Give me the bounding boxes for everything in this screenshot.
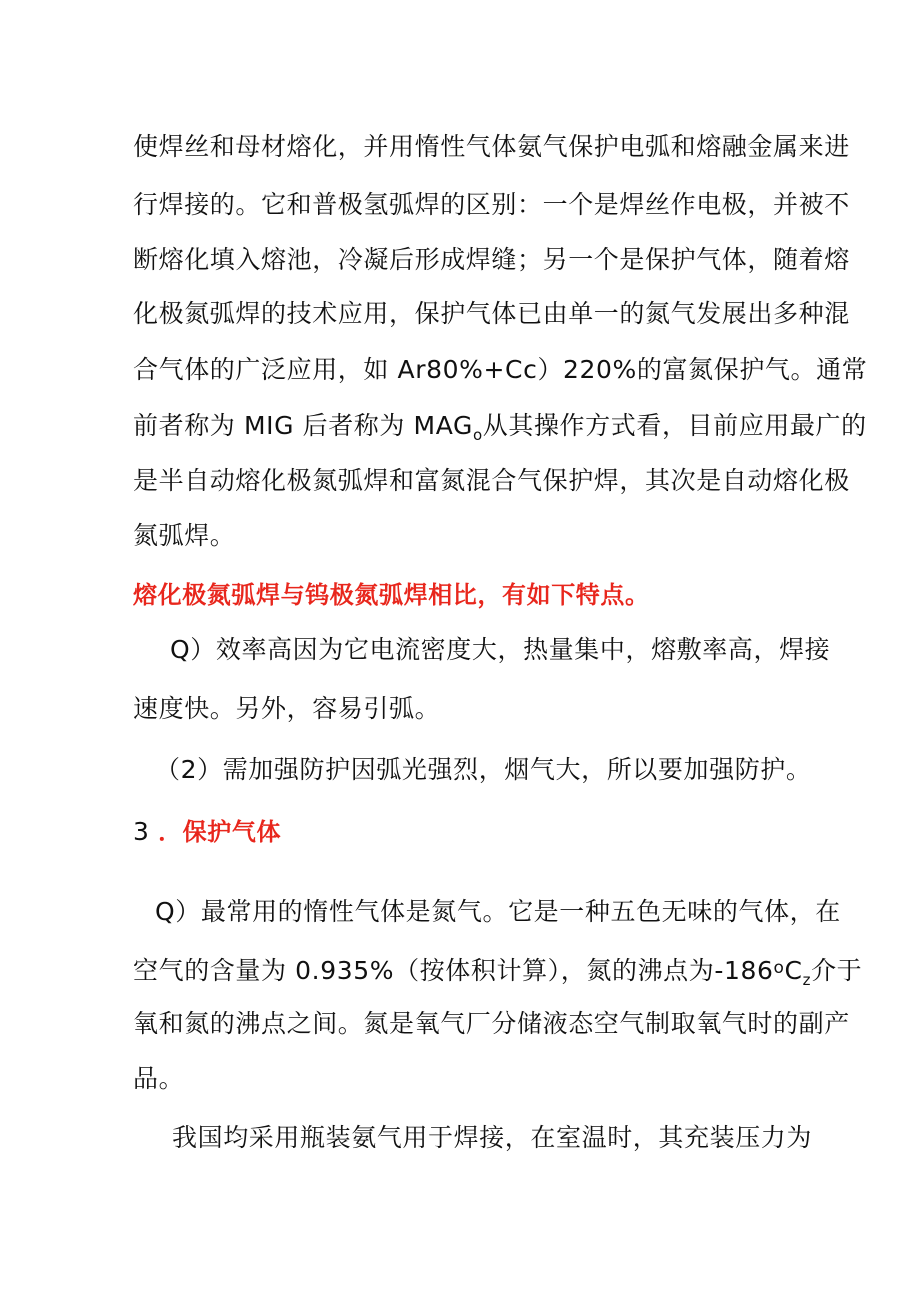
section-heading: 熔化极氮弧焊与钨极氮弧焊相比，有如下特点。 xyxy=(133,581,650,609)
degree-mark: o xyxy=(773,958,785,978)
paragraph-line: 是半自动熔化极氮弧焊和富氮混合气保护焊，其次是自动熔化极 xyxy=(133,466,850,495)
paragraph-line: Q）最常用的惰性气体是氮气。它是一种五色无味的气体，在 xyxy=(155,897,841,926)
subscript: z xyxy=(802,971,812,989)
paragraph-line: 品。 xyxy=(133,1064,185,1093)
list-item-line: 速度快。另外，容易引弧。 xyxy=(133,694,441,723)
paragraph-line: 我国均采用瓶装氨气用于焊接，在室温时，其充装压力为 xyxy=(172,1123,813,1152)
paragraph-line: 断熔化填入熔池，冷凝后形成焊缝；另一个是保护气体，随着熔 xyxy=(133,245,850,274)
text-span: 前者称为 MIG 后者称为 MAG xyxy=(133,411,473,440)
list-item: （2）需加强防护因弧光强烈，烟气大，所以要加强防护。 xyxy=(155,755,812,784)
section-3-heading xyxy=(133,815,281,849)
paragraph-line: 使焊丝和母材熔化，并用惰性气体氨气保护电弧和熔融金属来进 xyxy=(133,132,850,161)
paragraph-line: 氮弧焊。 xyxy=(133,521,236,550)
section-title: ．保护气体 xyxy=(158,818,282,846)
text-span: C xyxy=(784,956,803,985)
paragraph-line: 化极氮弧焊的技术应用，保护气体已由单一的氮气发展出多种混 xyxy=(133,299,850,328)
text-span: 介于 xyxy=(811,956,863,985)
paragraph-line: 氧和氮的沸点之间。氮是氧气厂分储液态空气制取氧气时的副产 xyxy=(133,1009,850,1038)
subscript: o xyxy=(472,426,483,444)
list-item-line: Q）效率高因为它电流密度大，热量集中，熔敷率高，焊接 xyxy=(170,635,831,664)
text-span: 从其操作方式看，目前应用最广的 xyxy=(482,411,867,440)
section-number: 3 xyxy=(133,817,150,846)
paragraph-line: 合气体的广泛应用，如 Ar80%+Cc）220%的富氮保护气。通常 xyxy=(133,355,868,384)
paragraph-line: 行焊接的。它和普极氢弧焊的区别：一个是焊丝作电极，并被不 xyxy=(133,190,850,219)
text-span: 空气的含量为 0.935%（按体积计算），氮的沸点为-186 xyxy=(133,956,774,985)
paragraph-line-mig-mag xyxy=(133,409,867,452)
paragraph-line-boiling-point xyxy=(133,951,862,997)
